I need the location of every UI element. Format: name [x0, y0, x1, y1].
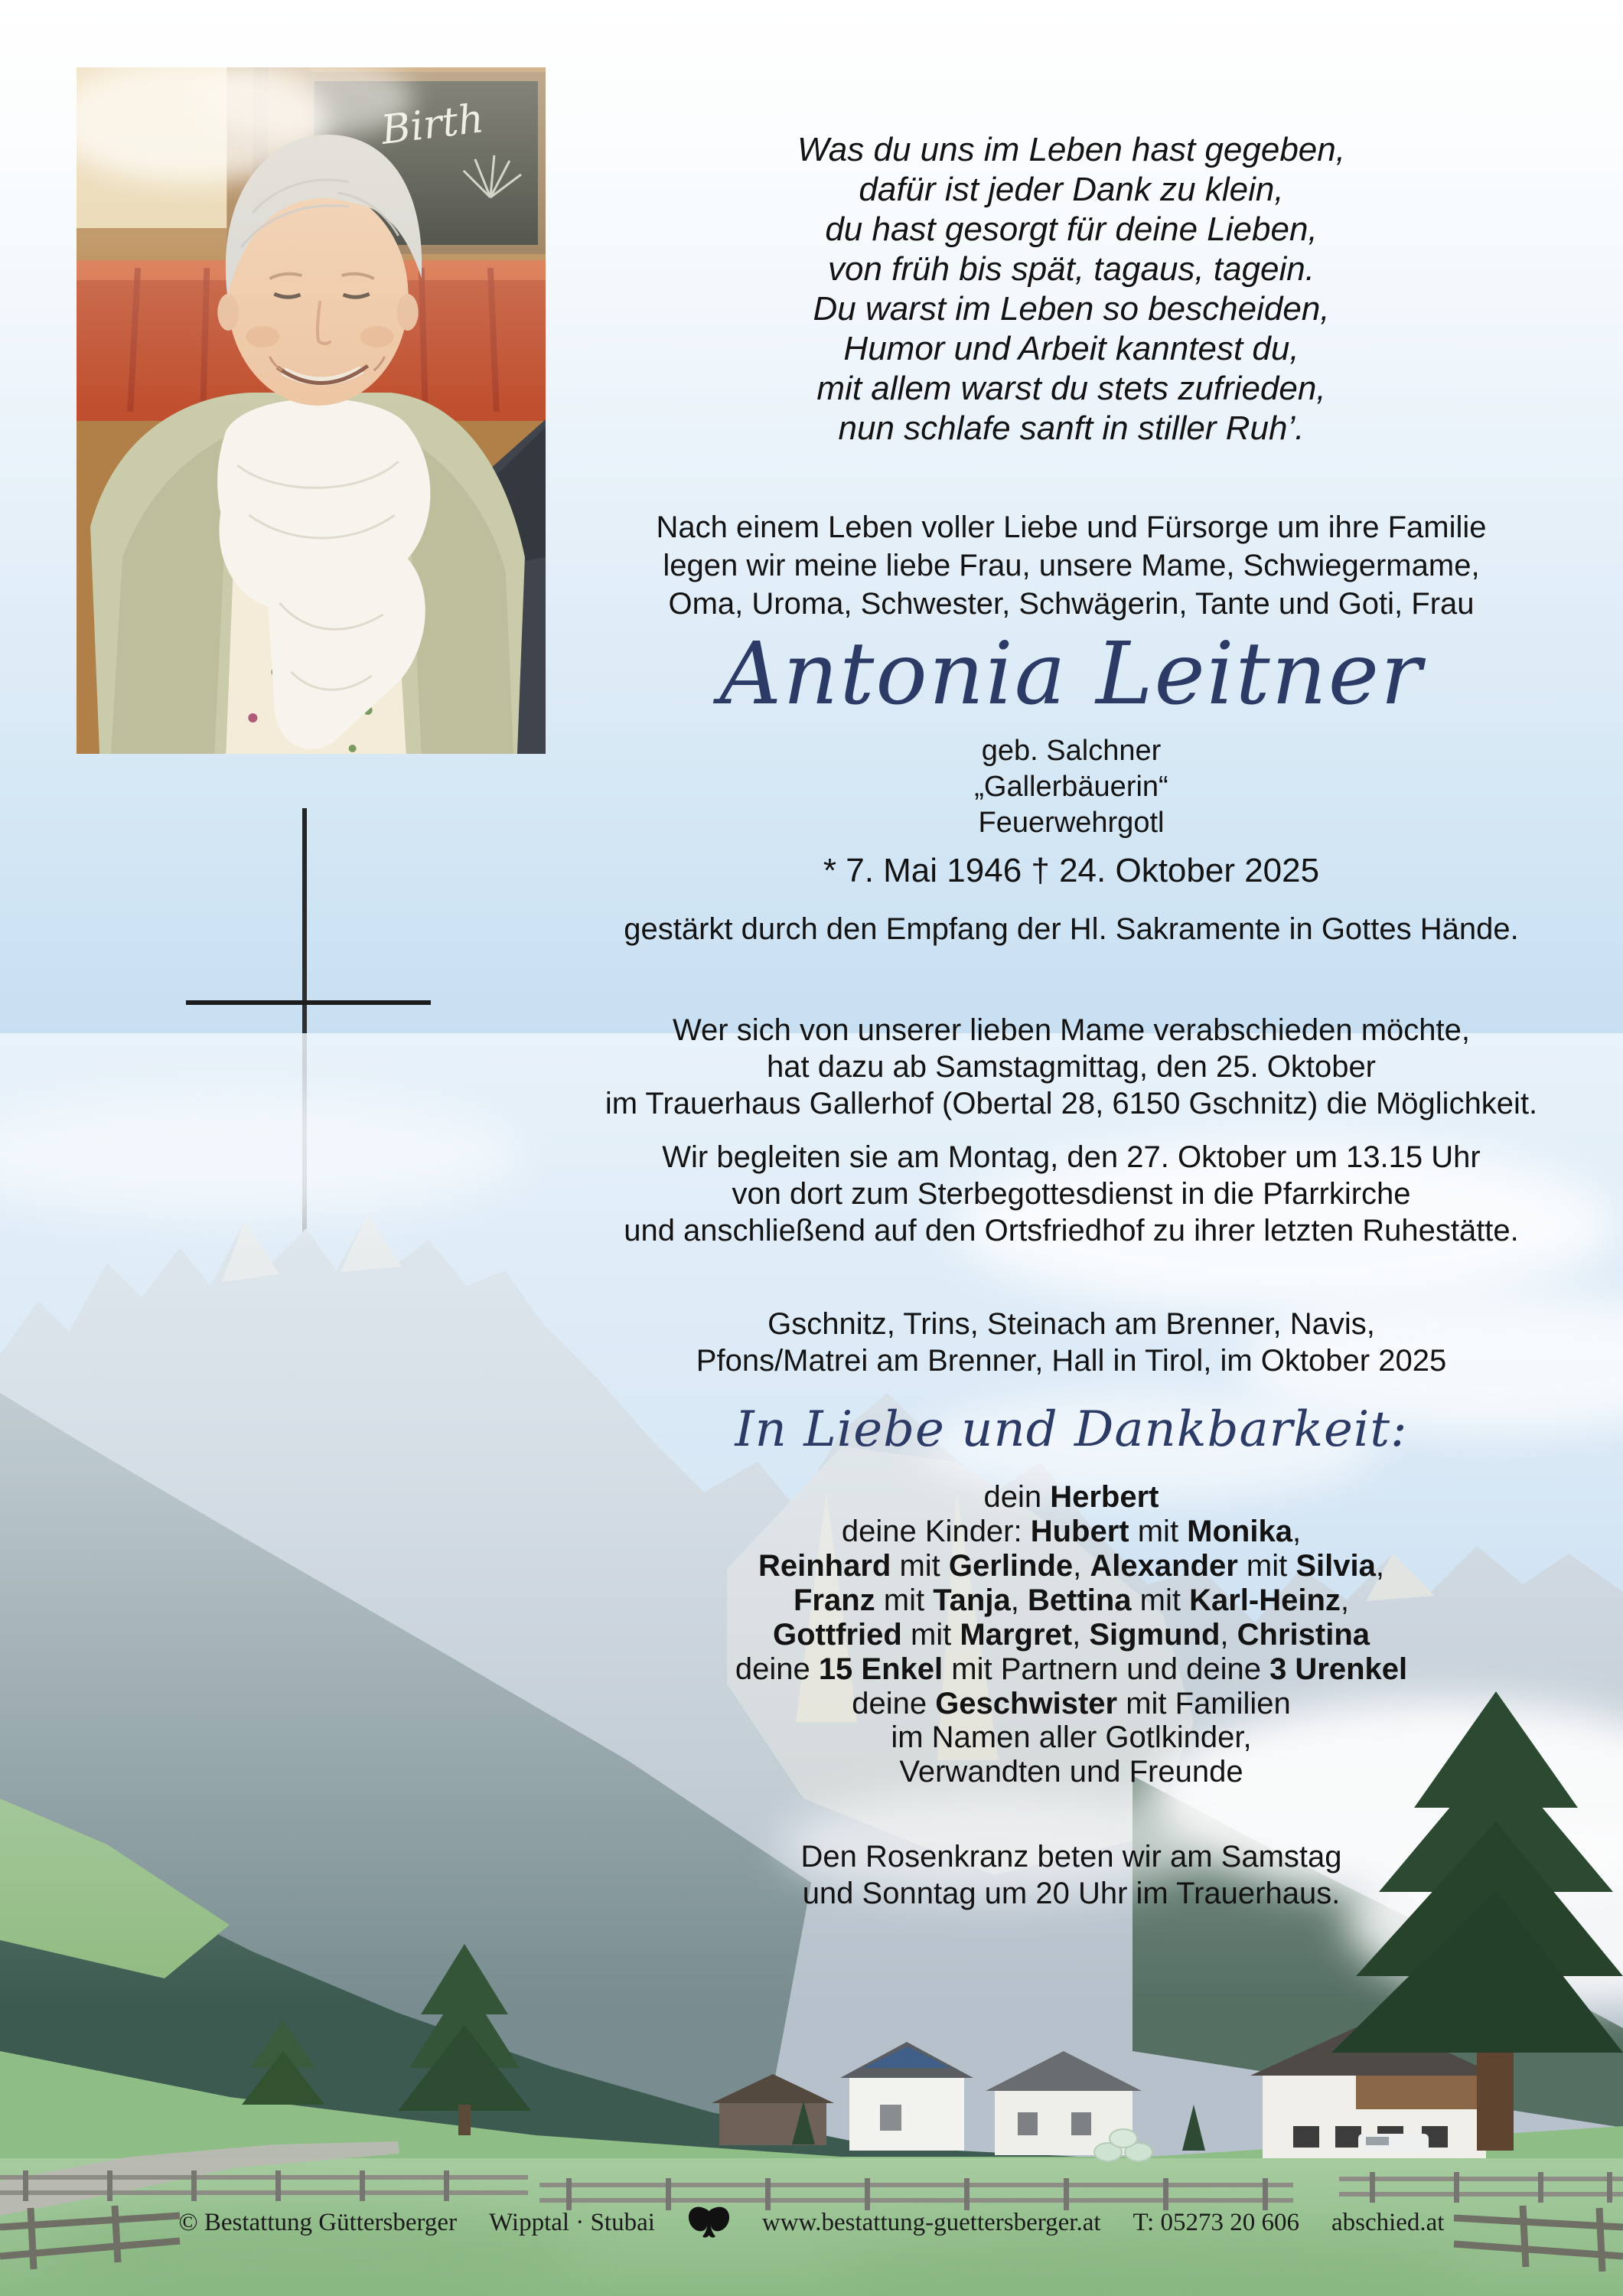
- memorial-poem: [520, 130, 1622, 448]
- portrait-photo: [77, 67, 546, 754]
- places-date-line: [520, 1306, 1622, 1379]
- farewell-info: [520, 1012, 1622, 1122]
- family-line: Gottfried mit Margret, Sigmund, Christina: [772, 1618, 1370, 1652]
- poem-line: nun schlafe sanft in stiller Ruh’.: [838, 409, 1305, 447]
- funeral-line: und anschließend auf den Ortsfriedhof zu ihrer letzten Ruhestätte.: [624, 1214, 1519, 1247]
- portrait-photo-graphic: [77, 67, 546, 754]
- rosary-line: Den Rosenkranz beten wir am Samstag: [800, 1840, 1342, 1874]
- footer-portal: abschied.at: [1331, 2208, 1445, 2236]
- intro-line: Oma, Uroma, Schwester, Schwägerin, Tante und Goti, Frau: [668, 587, 1475, 621]
- family-line: dein Herbert: [983, 1480, 1159, 1514]
- intro-line: Nach einem Leben voller Liebe und Fürsorge um ihre Familie: [656, 510, 1487, 544]
- sacrament-line: gestärkt durch den Empfang der Hl. Sakramente in Gottes Hände.: [624, 912, 1519, 946]
- family-line: deine Geschwister mit Familien: [852, 1687, 1291, 1720]
- godchildren-lines: [520, 1720, 1622, 1789]
- life-dates: * 7. Mai 1946 † 24. Oktober 2025: [823, 852, 1320, 889]
- announcement-intro: [520, 508, 1622, 623]
- birth-name: geb. Salchner: [981, 735, 1162, 767]
- places-line: Gschnitz, Trins, Steinach am Brenner, Navis,: [768, 1307, 1375, 1341]
- cross-horizontal-beam: [186, 1000, 431, 1005]
- funeral-info: [520, 1139, 1622, 1249]
- family-line: deine Kinder: Hubert mit Monika,: [841, 1515, 1302, 1548]
- footer-copyright: © Bestattung Güttersberger: [178, 2208, 458, 2236]
- poem-line: Was du uns im Leben hast gegeben,: [797, 131, 1345, 168]
- farewell-line: Wer sich von unserer lieben Mame verabschieden möchte,: [673, 1013, 1470, 1047]
- funeral-home-footer: [0, 2206, 1623, 2239]
- farewell-line: im Trauerhaus Gallerhof (Obertal 28, 6150 Gschnitz) die Möglichkeit.: [605, 1087, 1538, 1120]
- rosary-line: und Sonntag um 20 Uhr im Trauerhaus.: [802, 1877, 1341, 1910]
- funeral-line: Wir begleiten sie am Montag, den 27. Oktober um 13.15 Uhr: [662, 1140, 1481, 1174]
- family-line: deine 15 Enkel mit Partnern und deine 3 Urenkel: [735, 1652, 1408, 1686]
- poem-line: Humor und Arbeit kanntest du,: [843, 330, 1299, 367]
- poem-line: von früh bis spät, tagaus, tagein.: [828, 250, 1315, 288]
- family-line: Franz mit Tanja, Bettina mit Karl-Heinz,: [793, 1583, 1350, 1617]
- house-name: „Gallerbäuerin“: [974, 771, 1168, 803]
- poem-line: dafür ist jeder Dank zu klein,: [859, 171, 1284, 208]
- godchildren-line: im Namen aller Gotlkinder,: [891, 1720, 1252, 1754]
- poem-line: Du warst im Leben so bescheiden,: [813, 290, 1330, 328]
- farewell-line: hat dazu ab Samstagmittag, den 25. Oktober: [766, 1050, 1377, 1084]
- role-name: Feuerwehrgotl: [978, 807, 1165, 839]
- godchildren-line: Verwandten und Freunde: [899, 1755, 1243, 1789]
- butterfly-icon: [687, 2206, 730, 2239]
- poem-line: du hast gesorgt für deine Lieben,: [825, 210, 1318, 248]
- deceased-name: Antonia Leitner: [719, 625, 1423, 724]
- family-line: Reinhard mit Gerlinde, Alexander mit Silvia,: [758, 1549, 1384, 1583]
- footer-phone: T: 05273 20 606: [1133, 2208, 1299, 2236]
- deceased-subnames: [520, 733, 1622, 841]
- footer-region: Wipptal · Stubai: [489, 2208, 655, 2236]
- intro-line: legen wir meine liebe Frau, unsere Mame, Schwiegermame,: [663, 549, 1480, 582]
- poem-line: mit allem warst du stets zufrieden,: [816, 370, 1326, 407]
- mourning-family-list: [520, 1480, 1622, 1721]
- funeral-line: von dort zum Sterbegottesdienst in die Pfarrkirche: [732, 1177, 1411, 1211]
- gratitude-heading: In Liebe und Dankbarkeit:: [735, 1401, 1408, 1458]
- places-line: Pfons/Matrei am Brenner, Hall in Tirol, im Oktober 2025: [696, 1344, 1447, 1378]
- rosary-info: [520, 1838, 1622, 1912]
- footer-website: www.bestattung-guettersberger.at: [761, 2208, 1101, 2236]
